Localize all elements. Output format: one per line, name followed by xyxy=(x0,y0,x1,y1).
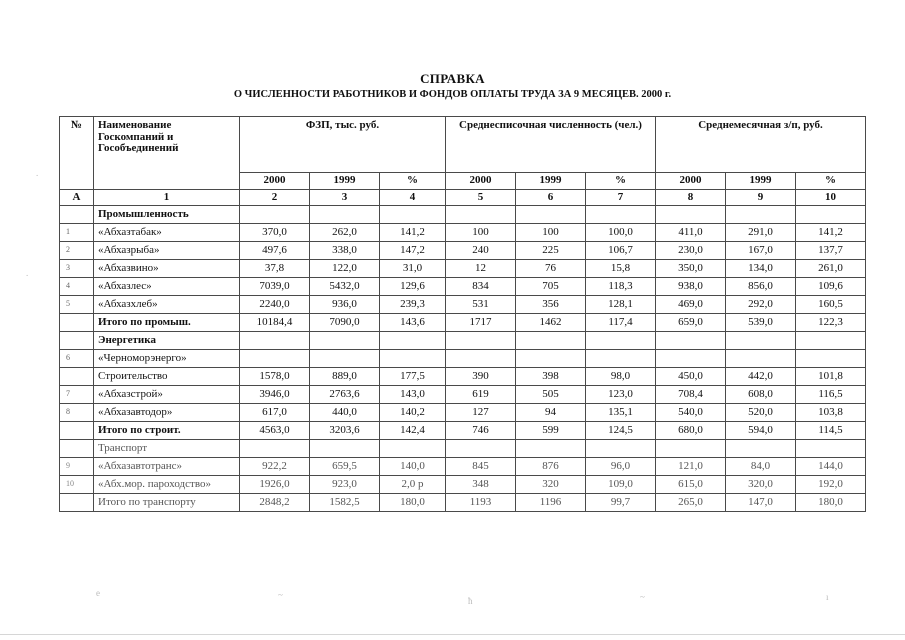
value-cell: 160,5 xyxy=(796,296,866,314)
value-cell: 746 xyxy=(446,422,516,440)
value-cell xyxy=(656,206,726,224)
value-cell: 101,8 xyxy=(796,368,866,386)
value-cell: 7039,0 xyxy=(240,278,310,296)
value-cell: 505 xyxy=(516,386,586,404)
value-cell: 615,0 xyxy=(656,476,726,494)
value-cell: 31,0 xyxy=(380,260,446,278)
value-cell: 398 xyxy=(516,368,586,386)
row-name: Промышленность xyxy=(94,206,240,224)
column-number: А xyxy=(60,190,94,206)
value-cell: 142,4 xyxy=(380,422,446,440)
row-number xyxy=(60,368,94,386)
row-name: «Абхазхлеб» xyxy=(94,296,240,314)
value-cell: 350,0 xyxy=(656,260,726,278)
value-cell: 938,0 xyxy=(656,278,726,296)
percent-cell: % xyxy=(796,173,866,190)
row-number: 3 xyxy=(60,260,94,278)
row-number xyxy=(60,440,94,458)
row-name: «Абхазстрой» xyxy=(94,386,240,404)
value-cell xyxy=(726,350,796,368)
value-cell: 127 xyxy=(446,404,516,422)
table-row xyxy=(60,494,866,512)
table-row xyxy=(60,350,866,368)
value-cell: 180,0 xyxy=(380,494,446,512)
percent-cell: % xyxy=(586,173,656,190)
value-cell xyxy=(796,332,866,350)
value-cell: 128,1 xyxy=(586,296,656,314)
value-cell xyxy=(516,206,586,224)
value-cell xyxy=(380,440,446,458)
value-cell: 96,0 xyxy=(586,458,656,476)
row-number: 2 xyxy=(60,242,94,260)
table-row xyxy=(60,476,866,494)
value-cell: 167,0 xyxy=(726,242,796,260)
row-number xyxy=(60,422,94,440)
table-row xyxy=(60,206,866,224)
value-cell: 291,0 xyxy=(726,224,796,242)
column-number: 3 xyxy=(310,190,380,206)
value-cell: 106,7 xyxy=(586,242,656,260)
value-cell: 1578,0 xyxy=(240,368,310,386)
value-cell: 370,0 xyxy=(240,224,310,242)
value-cell: 100 xyxy=(516,224,586,242)
value-cell: 599 xyxy=(516,422,586,440)
value-cell: 2848,2 xyxy=(240,494,310,512)
header-row xyxy=(60,117,866,173)
value-cell xyxy=(796,440,866,458)
value-cell: 889,0 xyxy=(310,368,380,386)
value-cell: 497,6 xyxy=(240,242,310,260)
value-cell: 1193 xyxy=(446,494,516,512)
row-name: «Абхазавтотранс» xyxy=(94,458,240,476)
value-cell: 540,0 xyxy=(656,404,726,422)
value-cell: 134,0 xyxy=(726,260,796,278)
value-cell xyxy=(516,440,586,458)
value-cell: 680,0 xyxy=(656,422,726,440)
value-cell: 109,0 xyxy=(586,476,656,494)
value-cell xyxy=(446,332,516,350)
value-cell xyxy=(586,350,656,368)
value-cell: 845 xyxy=(446,458,516,476)
row-number: 8 xyxy=(60,404,94,422)
row-name: «Черноморэнерго» xyxy=(94,350,240,368)
value-cell: 240 xyxy=(446,242,516,260)
value-cell: 659,0 xyxy=(656,314,726,332)
value-cell: 239,3 xyxy=(380,296,446,314)
value-cell: 7090,0 xyxy=(310,314,380,332)
column-number: 9 xyxy=(726,190,796,206)
table-row xyxy=(60,260,866,278)
value-cell xyxy=(240,440,310,458)
value-cell: 411,0 xyxy=(656,224,726,242)
table-row xyxy=(60,440,866,458)
value-cell xyxy=(586,440,656,458)
column-number: 6 xyxy=(516,190,586,206)
value-cell xyxy=(726,332,796,350)
value-cell xyxy=(446,440,516,458)
column-number: 2 xyxy=(240,190,310,206)
column-number: 1 xyxy=(94,190,240,206)
table-row xyxy=(60,386,866,404)
value-cell xyxy=(310,350,380,368)
value-cell: 1582,5 xyxy=(310,494,380,512)
value-cell: 4563,0 xyxy=(240,422,310,440)
header-name-line: Госкомпаний и xyxy=(98,130,174,143)
table-row xyxy=(60,224,866,242)
value-cell: 3946,0 xyxy=(240,386,310,404)
value-cell xyxy=(656,350,726,368)
value-cell xyxy=(726,440,796,458)
value-cell xyxy=(516,350,586,368)
value-cell: 98,0 xyxy=(586,368,656,386)
value-cell: 100 xyxy=(446,224,516,242)
header-group-fzp: ФЗП, тыс. руб. xyxy=(240,117,446,173)
value-cell: 320 xyxy=(516,476,586,494)
table-row xyxy=(60,368,866,386)
table-row xyxy=(60,296,866,314)
value-cell: 1462 xyxy=(516,314,586,332)
value-cell: 109,6 xyxy=(796,278,866,296)
value-cell xyxy=(380,206,446,224)
value-cell: 121,0 xyxy=(656,458,726,476)
value-cell: 390 xyxy=(446,368,516,386)
value-cell: 225 xyxy=(516,242,586,260)
value-cell: 12 xyxy=(446,260,516,278)
value-cell: 262,0 xyxy=(310,224,380,242)
value-cell: 539,0 xyxy=(726,314,796,332)
value-cell: 230,0 xyxy=(656,242,726,260)
header-name xyxy=(94,117,240,190)
row-number: 4 xyxy=(60,278,94,296)
report-table xyxy=(59,116,866,512)
row-name: Итого по промыш. xyxy=(94,314,240,332)
value-cell xyxy=(446,350,516,368)
value-cell xyxy=(656,332,726,350)
row-number: 5 xyxy=(60,296,94,314)
value-cell: 76 xyxy=(516,260,586,278)
row-name: Строительство xyxy=(94,368,240,386)
value-cell: 114,5 xyxy=(796,422,866,440)
value-cell xyxy=(586,206,656,224)
value-cell: 141,2 xyxy=(796,224,866,242)
header-name-line: Гособъединений xyxy=(98,142,179,155)
value-cell: 922,2 xyxy=(240,458,310,476)
row-name: Итого по строит. xyxy=(94,422,240,440)
year-cell: 1999 xyxy=(726,173,796,190)
value-cell xyxy=(446,206,516,224)
value-cell: 834 xyxy=(446,278,516,296)
value-cell: 124,5 xyxy=(586,422,656,440)
row-number: 6 xyxy=(60,350,94,368)
row-name: «Абхазавтодор» xyxy=(94,404,240,422)
value-cell: 617,0 xyxy=(240,404,310,422)
column-number: 10 xyxy=(796,190,866,206)
value-cell: 594,0 xyxy=(726,422,796,440)
year-cell: 2000 xyxy=(240,173,310,190)
value-cell xyxy=(796,350,866,368)
value-cell xyxy=(240,332,310,350)
value-cell: 192,0 xyxy=(796,476,866,494)
value-cell: 129,6 xyxy=(380,278,446,296)
value-cell: 141,2 xyxy=(380,224,446,242)
value-cell: 1196 xyxy=(516,494,586,512)
row-name: «Абхазвино» xyxy=(94,260,240,278)
value-cell: 531 xyxy=(446,296,516,314)
row-number: 1 xyxy=(60,224,94,242)
value-cell: 442,0 xyxy=(726,368,796,386)
value-cell xyxy=(656,440,726,458)
column-number: 5 xyxy=(446,190,516,206)
value-cell: 2240,0 xyxy=(240,296,310,314)
value-cell: 15,8 xyxy=(586,260,656,278)
row-number xyxy=(60,314,94,332)
year-cell: 1999 xyxy=(516,173,586,190)
value-cell xyxy=(796,206,866,224)
value-cell xyxy=(240,350,310,368)
table-row xyxy=(60,332,866,350)
value-cell xyxy=(240,206,310,224)
value-cell: 147,0 xyxy=(726,494,796,512)
value-cell: 140,2 xyxy=(380,404,446,422)
value-cell xyxy=(586,332,656,350)
value-cell: 144,0 xyxy=(796,458,866,476)
scan-edge-line xyxy=(0,634,905,635)
value-cell: 608,0 xyxy=(726,386,796,404)
row-number: 9 xyxy=(60,458,94,476)
value-cell: 180,0 xyxy=(796,494,866,512)
value-cell: 118,3 xyxy=(586,278,656,296)
value-cell: 856,0 xyxy=(726,278,796,296)
value-cell: 705 xyxy=(516,278,586,296)
value-cell: 99,7 xyxy=(586,494,656,512)
value-cell: 122,3 xyxy=(796,314,866,332)
row-name: Итого по транспорту xyxy=(94,494,240,512)
row-name: «Абх.мор. пароходство» xyxy=(94,476,240,494)
row-number xyxy=(60,206,94,224)
value-cell: 117,4 xyxy=(586,314,656,332)
value-cell: 261,0 xyxy=(796,260,866,278)
value-cell: 143,0 xyxy=(380,386,446,404)
value-cell: 2,0 р xyxy=(380,476,446,494)
value-cell: 708,4 xyxy=(656,386,726,404)
table-row xyxy=(60,422,866,440)
header-num: № xyxy=(60,117,94,190)
value-cell: 2763,6 xyxy=(310,386,380,404)
value-cell: 177,5 xyxy=(380,368,446,386)
document-title: СПРАВКА xyxy=(420,71,485,86)
value-cell: 84,0 xyxy=(726,458,796,476)
value-cell xyxy=(310,206,380,224)
value-cell: 1717 xyxy=(446,314,516,332)
value-cell: 450,0 xyxy=(656,368,726,386)
value-cell: 520,0 xyxy=(726,404,796,422)
row-name: «Абхазрыба» xyxy=(94,242,240,260)
value-cell: 292,0 xyxy=(726,296,796,314)
value-cell: 100,0 xyxy=(586,224,656,242)
year-cell: 2000 xyxy=(446,173,516,190)
value-cell xyxy=(516,332,586,350)
value-cell: 3203,6 xyxy=(310,422,380,440)
table-row xyxy=(60,278,866,296)
value-cell: 265,0 xyxy=(656,494,726,512)
value-cell: 356 xyxy=(516,296,586,314)
row-name: «Абхазтабак» xyxy=(94,224,240,242)
table-row xyxy=(60,314,866,332)
row-name: Энергетика xyxy=(94,332,240,350)
table-row xyxy=(60,242,866,260)
value-cell: 619 xyxy=(446,386,516,404)
percent-cell: % xyxy=(380,173,446,190)
value-cell: 659,5 xyxy=(310,458,380,476)
value-cell: 123,0 xyxy=(586,386,656,404)
value-cell: 876 xyxy=(516,458,586,476)
value-cell: 37,8 xyxy=(240,260,310,278)
row-name: «Абхазлес» xyxy=(94,278,240,296)
value-cell: 1926,0 xyxy=(240,476,310,494)
value-cell: 338,0 xyxy=(310,242,380,260)
value-cell: 135,1 xyxy=(586,404,656,422)
value-cell: 5432,0 xyxy=(310,278,380,296)
value-cell: 936,0 xyxy=(310,296,380,314)
value-cell: 320,0 xyxy=(726,476,796,494)
row-number xyxy=(60,494,94,512)
value-cell: 122,0 xyxy=(310,260,380,278)
value-cell: 103,8 xyxy=(796,404,866,422)
value-cell xyxy=(380,350,446,368)
column-number-row xyxy=(60,190,866,206)
value-cell: 147,2 xyxy=(380,242,446,260)
value-cell: 137,7 xyxy=(796,242,866,260)
year-cell: 1999 xyxy=(310,173,380,190)
value-cell: 348 xyxy=(446,476,516,494)
value-cell xyxy=(726,206,796,224)
row-number: 10 xyxy=(60,476,94,494)
value-cell: 469,0 xyxy=(656,296,726,314)
value-cell xyxy=(310,440,380,458)
column-number: 4 xyxy=(380,190,446,206)
header-name-line: Наименование xyxy=(98,119,172,131)
header-group-count: Среднесписочная численность (чел.) xyxy=(446,117,656,173)
value-cell xyxy=(310,332,380,350)
document-subtitle: О ЧИСЛЕННОСТИ РАБОТНИКОВ И ФОНДОВ ОПЛАТЫ ТРУДА ЗА 9 МЕСЯЦЕВ. 2000 г. xyxy=(233,89,672,100)
year-cell: 2000 xyxy=(656,173,726,190)
value-cell xyxy=(380,332,446,350)
row-name: Транспорт xyxy=(94,440,240,458)
table-row xyxy=(60,404,866,422)
value-cell: 94 xyxy=(516,404,586,422)
row-number xyxy=(60,332,94,350)
value-cell: 116,5 xyxy=(796,386,866,404)
value-cell: 143,6 xyxy=(380,314,446,332)
value-cell: 923,0 xyxy=(310,476,380,494)
table-row xyxy=(60,458,866,476)
row-number: 7 xyxy=(60,386,94,404)
value-cell: 140,0 xyxy=(380,458,446,476)
value-cell: 10184,4 xyxy=(240,314,310,332)
column-number: 7 xyxy=(586,190,656,206)
header-group-salary: Среднемесячная з/п, руб. xyxy=(656,117,866,173)
value-cell: 440,0 xyxy=(310,404,380,422)
column-number: 8 xyxy=(656,190,726,206)
